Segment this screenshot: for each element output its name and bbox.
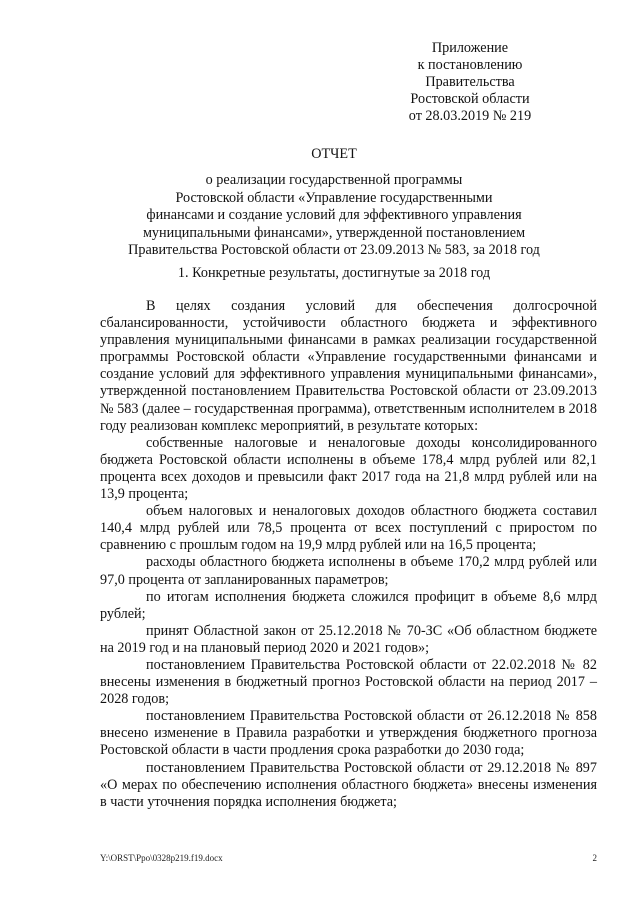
body-paragraph: объем налоговых и неналоговых доходов областного бюджета составил 140,4 млрд рублей или 78,5 процента от всех поступлений с приростом по сравнению с прошлым годом на 19,9 млрд рублей или на 16,5 процента;: [100, 503, 597, 554]
subtitle-line: финансами и создание условий для эффективного управления: [146, 207, 522, 224]
subtitle-line: о реализации государственной программы: [205, 172, 463, 188]
report-subtitle: [100, 172, 568, 260]
body-paragraph: расходы областного бюджета исполнены в объеме 170,2 млрд рублей или 97,0 процента от запланированных параметров;: [100, 554, 597, 588]
appendix-line: Ростовской области: [410, 91, 530, 107]
body-paragraph: В целях создания условий для обеспечения долгосрочной сбалансированности, устойчивости областного бюджета и эффективного управления муниципальными финансами в рамках реализации государственной программы Ростовской области «Управление государственными финансами и создание условий для эффективного управления муниципальными финансами», утвержденной постановлением Правительства Ростовской области от 23.09.2013 № 583 (далее – государственная программа), ответственным исполнителем в 2018 году реализован комплекс мероприятий, в результате которых:: [100, 298, 597, 434]
appendix-line: Приложение: [431, 40, 509, 56]
body-paragraph: собственные налоговые и неналоговые доходы консолидированного бюджета Ростовской области исполнены в объеме 178,4 млрд рублей или 82,1 процента всех доходов и превысили факт 2017 года на 21,8 млрд рублей или на 13,9 процента;: [100, 434, 597, 503]
document-body: [100, 298, 597, 811]
report-title: ОТЧЕТ: [311, 146, 357, 162]
section-heading: 1. Конкретные результаты, достигнутые за 2018 год: [177, 265, 491, 281]
page-number: 2: [592, 853, 597, 863]
body-paragraph: постановлением Правительства Ростовской области от 29.12.2018 № 897 «О мерах по обеспечению исполнения областного бюджета» внесены изменения в части уточнения порядка исполнения бюджета;: [100, 759, 597, 810]
subtitle-line: Ростовской области «Управление государственными: [175, 189, 493, 206]
appendix-line: от 28.03.2019 № 219: [408, 108, 532, 124]
appendix-line: Правительства: [425, 74, 515, 90]
body-paragraph: принят Областной закон от 25.12.2018 № 70-ЗС «Об областном бюджете на 2019 год и на плановый период 2020 и 2021 годов»;: [100, 622, 597, 656]
body-paragraph: постановлением Правительства Ростовской области от 26.12.2018 № 858 внесено изменение в Правила разработки и утверждения бюджетного прогноза Ростовской области в части продления срока разработки до 2030 года;: [100, 708, 597, 759]
subtitle-line: Правительства Ростовской области от 23.09.2013 № 583, за 2018 год: [128, 242, 540, 259]
appendix-line: к постановлению: [417, 57, 523, 73]
footer-file-path: Y:\ORST\Ppo\0328p219.f19.docx: [100, 853, 223, 863]
body-paragraph: по итогам исполнения бюджета сложился профицит в объеме 8,6 млрд рублей;: [100, 588, 597, 622]
subtitle-line: муниципальными финансами», утвержденной постановлением: [142, 224, 526, 241]
appendix-block: [360, 40, 580, 125]
body-paragraph: постановлением Правительства Ростовской области от 22.02.2018 № 82 внесены изменения в бюджетный прогноз Ростовской области на период 2017 – 2028 годов;: [100, 656, 597, 708]
